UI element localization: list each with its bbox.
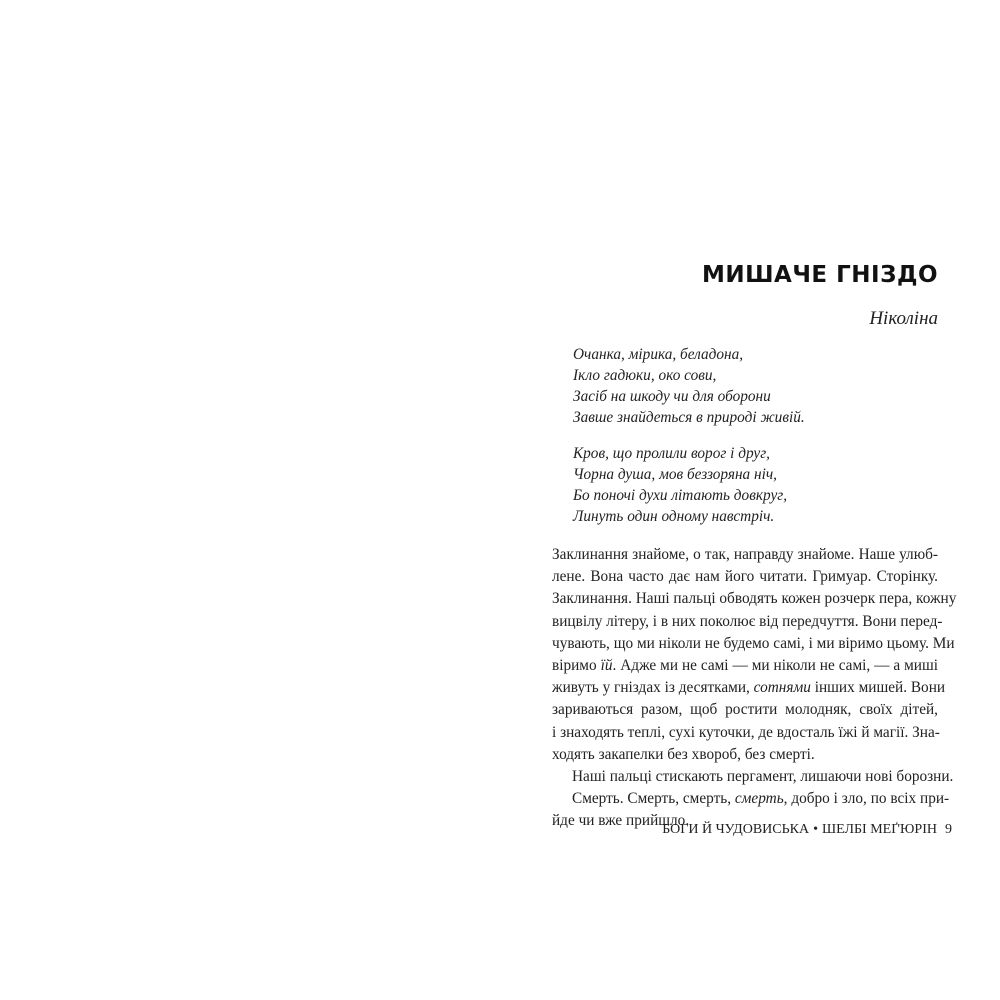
poem-line: Завше знайдеться в природі живій. xyxy=(573,409,805,426)
poem-line: Чорна душа, мов беззоряна ніч, xyxy=(573,466,777,483)
text-line: Наші пальці стискають пергамент, лишаючи нові борозни. xyxy=(572,768,954,786)
poem-line: Бо поночі духи літають довкруг, xyxy=(573,487,788,504)
poem-line: Ікло гадюки, око сови, xyxy=(573,367,717,384)
chapter-title: МИШАЧЕ ГНІЗДО xyxy=(702,262,938,288)
text-line xyxy=(552,788,950,810)
page-number: 9 xyxy=(945,822,952,837)
poem-line: Кров, що пролили ворог і друг, xyxy=(573,445,770,462)
text-run: віримо xyxy=(552,657,601,675)
text-line: вицвілу літеру, і в них поколює від передчуття. Вони перед- xyxy=(552,612,943,630)
text-line: йде чи вже прийшло. xyxy=(552,812,690,830)
text-run: живуть у гніздах із десятками, xyxy=(552,679,754,697)
text-line xyxy=(552,677,946,699)
poem-line: Линуть один одному навстріч. xyxy=(573,508,775,525)
text-line: Заклинання. Наші пальці обводять кожен розчерк пера, кожну xyxy=(552,590,957,608)
text-line xyxy=(552,655,938,677)
text-run: . Адже ми не самі — ми ніколи не самі, — а миші xyxy=(612,657,938,675)
book-title: БОГИ Й ЧУДОВИСЬКА xyxy=(662,822,810,837)
body-text xyxy=(552,544,957,833)
emphasis-text: смерть xyxy=(734,790,784,808)
poem-stanza xyxy=(573,443,933,527)
poem-line: Засіб на шкоду чи для оборони xyxy=(573,388,771,405)
text-run: інших мишей. Вони xyxy=(810,679,946,697)
text-run: , добро і зло, по всіх при- xyxy=(783,790,950,808)
epigraph-poem xyxy=(573,344,933,542)
paragraph-1 xyxy=(552,544,957,766)
text-line: Заклинання знайоме, о так, направду знайоме. Наше улюб- xyxy=(552,546,938,563)
text-run: Смерть. Смерть, смерть, xyxy=(572,790,735,808)
emphasis-text: сотнями xyxy=(753,679,811,697)
text-line: і знаходять теплі, сухі куточки, де вдосталь їжі й магії. Зна- xyxy=(552,723,940,741)
text-line: ходять закапелки без хвороб, без смерті. xyxy=(552,745,815,763)
text-line: чувають, що ми ніколи не будемо самі, і ми віримо цьому. Ми xyxy=(552,634,955,652)
text-line: зариваються разом, щоб ростити молодняк, своїх дітей, xyxy=(552,701,938,719)
poem-line: Очанка, мірика, беладона, xyxy=(573,346,744,363)
paragraph-2 xyxy=(552,766,954,788)
chapter-narrator: Ніколіна xyxy=(869,308,938,329)
running-footer xyxy=(552,822,952,838)
text-line: лене. Вона часто дає нам його читати. Гримуар. Сторінку. xyxy=(552,568,938,586)
poem-stanza xyxy=(573,344,933,428)
footer-separator: • xyxy=(813,822,819,837)
emphasis-text: їй xyxy=(600,657,613,675)
author-name: ШЕЛБІ МЕҐ'ЮРІН xyxy=(822,822,937,837)
